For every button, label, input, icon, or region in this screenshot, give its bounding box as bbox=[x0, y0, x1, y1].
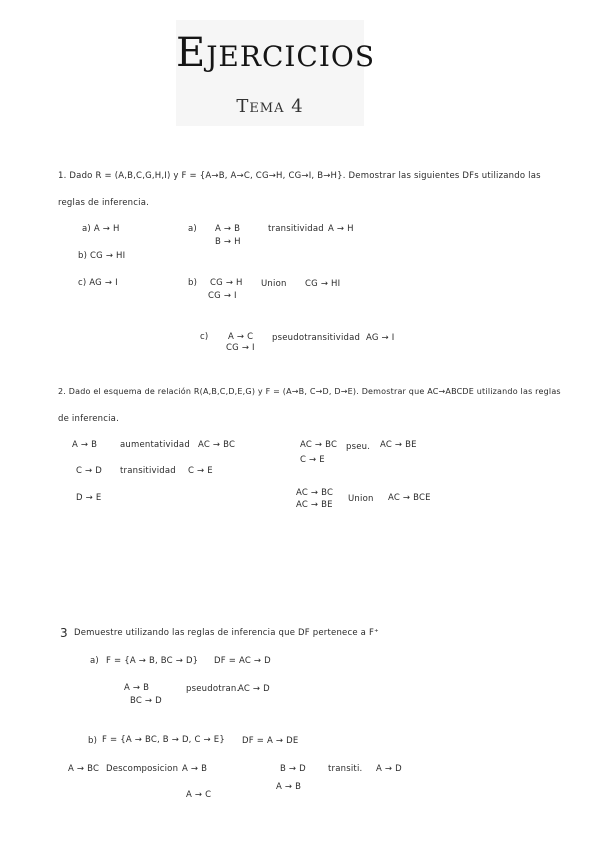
ex1-sol-b-result: CG → HI bbox=[305, 279, 341, 289]
ex2-left-rule2: transitividad bbox=[120, 466, 176, 476]
ex3-a-label: a) bbox=[90, 656, 99, 666]
ex2-right-rule1: pseu. bbox=[346, 442, 371, 452]
ex1-sol-b-rule: Union bbox=[261, 279, 287, 289]
ex3-b-set: F = {A → BC, B → D, C → E} bbox=[102, 735, 225, 745]
ex1-item-c: c) AG → I bbox=[78, 278, 118, 288]
ex2-right-dep2: C → E bbox=[300, 455, 325, 465]
ex2-statement-line2: de inferencia. bbox=[58, 414, 119, 424]
ex2-right-dep3: AC → BC bbox=[296, 488, 334, 498]
ex1-statement-line1: 1. Dado R = (A,B,C,G,H,I) y F = {A→B, A→C, CG→H, CG→I, B→H}. Demostrar las siguientes DFs utilizando las bbox=[58, 171, 541, 181]
ex1-sol-b-dep1: CG → H bbox=[210, 278, 243, 288]
ex1-item-a: a) A → H bbox=[82, 224, 120, 234]
ex1-sol-a-dep2: B → H bbox=[215, 237, 241, 247]
ex2-right-result2: AC → BCE bbox=[388, 493, 431, 503]
ex2-right-rule2: Union bbox=[348, 494, 374, 504]
ex3-b-label: b) bbox=[88, 736, 98, 746]
ex3-b-result1: A → B bbox=[182, 764, 208, 774]
ex3-a-dep2: BC → D bbox=[130, 696, 162, 706]
page-title: Ejercicios bbox=[176, 30, 376, 76]
ex2-right-result1: AC → BE bbox=[380, 440, 417, 450]
ex1-statement-line2: reglas de inferencia. bbox=[58, 198, 150, 208]
ex1-sol-c-dep2: CG → I bbox=[226, 343, 255, 353]
ex3-statement: Demuestre utilizando las reglas de inferencia que DF pertenece a F⁺ bbox=[74, 628, 379, 638]
ex3-number: 3 bbox=[60, 626, 68, 640]
ex3-a-rule: pseudotran. bbox=[186, 684, 240, 694]
ex2-left-dep2: C → D bbox=[76, 466, 103, 476]
ex3-a-set: F = {A → B, BC → D} bbox=[106, 656, 199, 666]
ex3-b-dep2: B → D bbox=[280, 764, 306, 774]
ex3-a-dep1: A → B bbox=[124, 683, 150, 693]
ex2-right-dep4: AC → BE bbox=[296, 500, 333, 510]
ex3-b-dep3: A → B bbox=[276, 782, 302, 792]
ex2-left-rule1: aumentatividad bbox=[120, 440, 190, 450]
ex2-right-dep1: AC → BC bbox=[300, 440, 338, 450]
ex1-sol-b-label: b) bbox=[188, 278, 198, 288]
ex2-left-result1: AC → BC bbox=[198, 440, 236, 450]
ex1-sol-a-label: a) bbox=[188, 224, 197, 234]
ex3-b-result2: A → C bbox=[186, 790, 212, 800]
ex1-item-b: b) CG → HI bbox=[78, 251, 126, 261]
ex3-a-result: AC → D bbox=[238, 684, 270, 694]
ex3-b-rule2: transiti. bbox=[328, 764, 363, 774]
ex1-sol-b-dep2: CG → I bbox=[208, 291, 237, 301]
ex2-left-dep1: A → B bbox=[72, 440, 98, 450]
ex1-sol-a-rule: transitividad bbox=[268, 224, 324, 234]
ex1-sol-c-rule: pseudotransitividad bbox=[272, 333, 361, 343]
ex2-statement-line1: 2. Dado el esquema de relación R(A,B,C,D,E,G) y F = (A→B, C→D, D→E). Demostrar que AC→ABCDE utilizando las reglas bbox=[58, 387, 561, 396]
ex1-sol-c-label: c) bbox=[200, 332, 209, 342]
ex3-b-df: DF = A → DE bbox=[242, 736, 299, 746]
page-subtitle: Tema 4 bbox=[236, 96, 304, 117]
ex1-sol-a-dep1: A → B bbox=[215, 224, 241, 234]
ex3-a-df: DF = AC → D bbox=[214, 656, 271, 666]
ex3-b-result3: A → D bbox=[376, 764, 402, 774]
ex1-sol-c-result: AG → I bbox=[366, 333, 395, 343]
ex1-sol-c-dep1: A → C bbox=[228, 332, 254, 342]
ex1-sol-a-result: A → H bbox=[328, 224, 354, 234]
ex2-left-result2: C → E bbox=[188, 466, 213, 476]
ex3-b-rule1: Descomposicion bbox=[106, 764, 179, 774]
ex2-left-dep3: D → E bbox=[76, 493, 102, 503]
ex3-b-dep: A → BC bbox=[68, 764, 100, 774]
